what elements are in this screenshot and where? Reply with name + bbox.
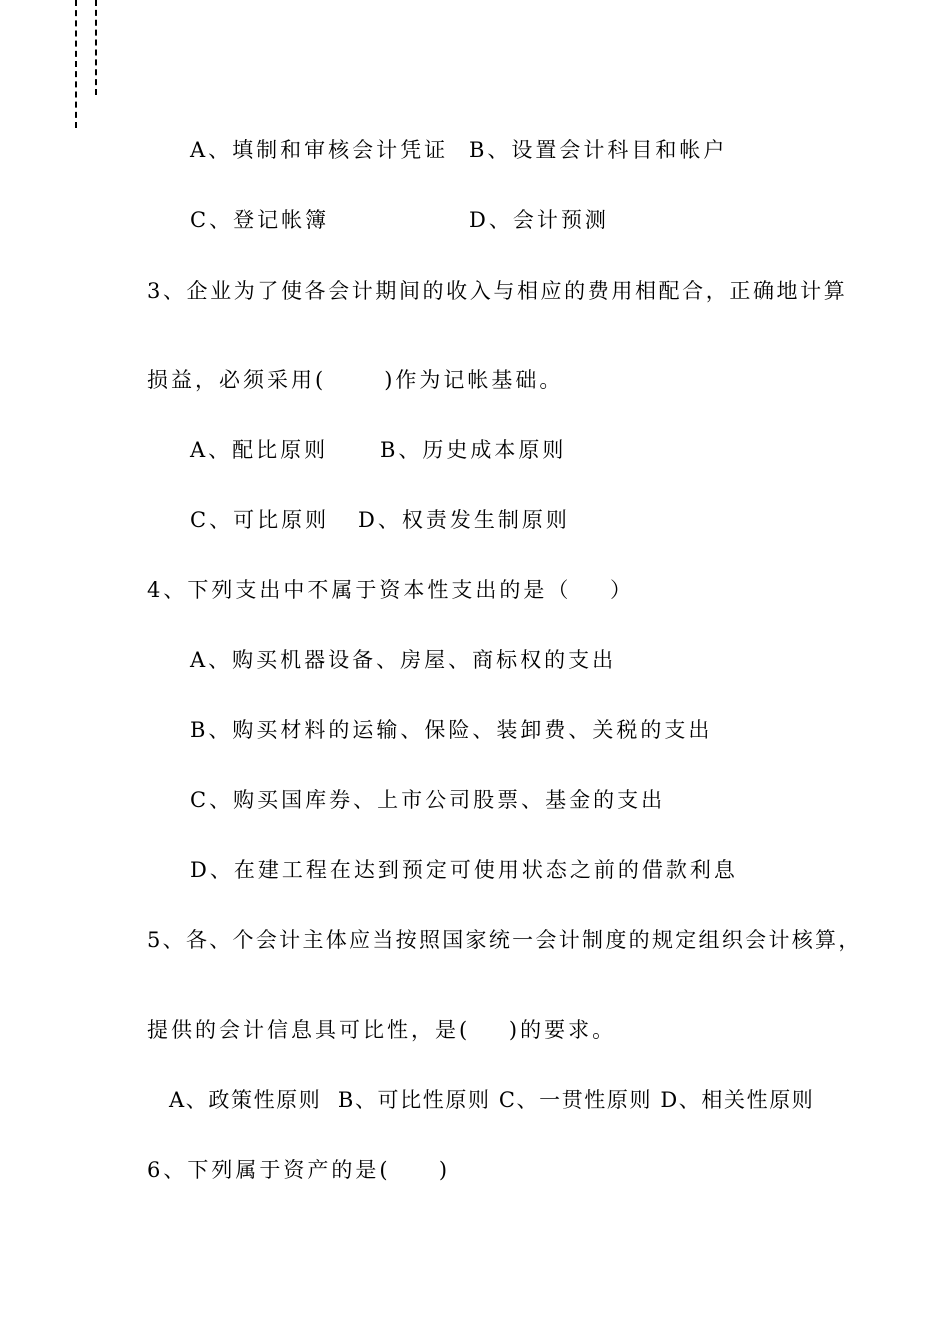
q6-stem: 6、下列属于资产的是( ) <box>147 1158 451 1182</box>
binding-dashed-line-left <box>75 0 77 128</box>
q4-option-d: D、在建工程在达到预定可使用状态之前的借款利息 <box>190 858 738 882</box>
q3-option-b: B、历史成本原则 <box>380 438 567 462</box>
q3-option-a: A、配比原则 <box>190 438 329 462</box>
q3-stem-line2: 损益，必须采用( )作为记帐基础。 <box>147 368 564 392</box>
q5-options: A、政策性原则 B、可比性原则 C、一贯性原则 D、相关性原则 <box>169 1088 815 1112</box>
q3-option-c: C、可比原则 <box>190 508 330 532</box>
binding-dashed-line-right <box>95 0 97 95</box>
q2-option-d: D、会计预测 <box>469 208 609 232</box>
q2-option-c: C、登记帐簿 <box>190 208 330 232</box>
q2-option-b: B、设置会计科目和帐户 <box>469 138 728 162</box>
q4-option-a: A、购买机器设备、房屋、商标权的支出 <box>190 648 617 672</box>
q2-option-a: A、填制和审核会计凭证 <box>190 138 449 162</box>
q4-stem: 4、下列支出中不属于资本性支出的是（ ） <box>147 578 635 602</box>
q4-option-c: C、购买国库券、上市公司股票、基金的支出 <box>190 788 666 812</box>
q3-option-d: D、权责发生制原则 <box>358 508 570 532</box>
q5-stem-line2: 提供的会计信息具可比性，是( )的要求。 <box>147 1018 617 1042</box>
q3-stem-line1: 3、企业为了使各会计期间的收入与相应的费用相配合，正确地计算 <box>147 279 848 303</box>
q4-option-b: B、购买材料的运输、保险、装卸费、关税的支出 <box>190 718 713 742</box>
q5-stem-line1: 5、各、个会计主体应当按照国家统一会计制度的规定组织会计核算， <box>147 928 862 952</box>
